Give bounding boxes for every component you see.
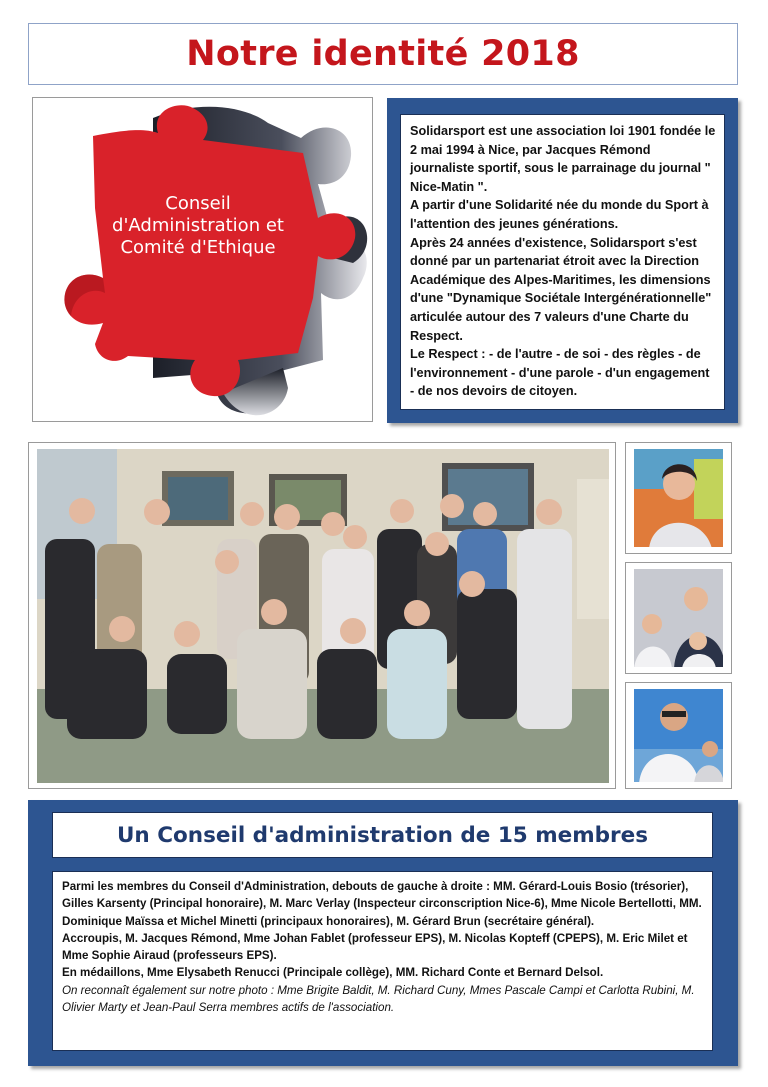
group-photo-image xyxy=(37,449,609,783)
puzzle-label-line: Conseil xyxy=(165,193,231,214)
medallion-photo xyxy=(625,442,732,554)
medallion-photo-image xyxy=(634,689,723,782)
puzzle-label-line: d'Administration et xyxy=(112,215,284,236)
section-subtitle: Un Conseil d'administration de 15 membres xyxy=(116,822,649,848)
intro-frame xyxy=(387,98,738,423)
intro-paragraph: Le Respect : - de l'autre - de soi - des règles - de l'environnement - d'une parole - d'un engagement - de nos devoirs de citoyen. xyxy=(410,347,710,399)
puzzle-label xyxy=(33,193,363,259)
members-paragraph: Parmi les membres du Conseil d'Administration, debouts de gauche à droite : MM. Gérard-Louis Bosio (trésorier), Gilles Karsenty (Principal honoraire), M. Marc Verlay (Inspecteur circonscription Nice-6), Mme Nicole Bertellotti, MM. Dominique Maïssa et Michel Minetti (principaux honoraires), M. Gérard Brun (secrétaire général). xyxy=(62,880,702,928)
intro-paragraph: Solidarsport est une association loi 1901 fondée le 2 mai 1994 à Nice, par Jacques Rémond journaliste sportif, sous le parrainage du journal " Nice-Matin ". xyxy=(410,124,716,194)
members-note: On reconnaît également sur notre photo : Mme Brigite Baldit, M. Richard Cuny, Mmes Pascale Campi et Carlotta Rubini, M. Olivier Marty et Jean-Paul Serra membres actifs de l'association. xyxy=(62,983,695,1015)
members-text xyxy=(62,878,703,1016)
intro-paragraph: A partir d'une Solidarité née du monde du Sport à l'attention des jeunes générations. xyxy=(410,198,709,231)
members-panel xyxy=(52,871,713,1051)
members-paragraph: En médaillons, Mme Elysabeth Renucci (Principale collège), MM. Richard Conte et Bernard Delsol. xyxy=(62,966,604,980)
medallion-photo-image xyxy=(634,449,723,547)
group-photo xyxy=(28,442,616,789)
intro-text xyxy=(410,122,716,401)
puzzle-label-line: Comité d'Ethique xyxy=(120,237,276,258)
medallion-photo-image xyxy=(634,569,723,667)
medallion-photo xyxy=(625,562,732,674)
members-paragraph: Accroupis, M. Jacques Rémond, Mme Johan Fablet (professeur EPS), M. Nicolas Kopteff (CPEPS), M. Eric Milet et Mme Sophie Airaud (professeurs EPS). xyxy=(62,931,688,963)
intro-panel xyxy=(400,114,725,410)
puzzle-piece-icon xyxy=(33,98,373,422)
intro-paragraph: Après 24 années d'existence, Solidarsport s'est donné par un partenariat étroit avec la Direction Académique des Alpes-Maritimes, les dimensions d'une "Dynamique Sociétale Intergénérationnelle" articulée autour des 7 valeurs d'une Charte du Respect. xyxy=(410,235,712,343)
section-subtitle-box xyxy=(52,812,713,858)
puzzle-illustration xyxy=(32,97,373,422)
title-banner xyxy=(28,23,738,85)
page-title: Notre identité 2018 xyxy=(186,34,580,74)
medallion-photo xyxy=(625,682,732,789)
